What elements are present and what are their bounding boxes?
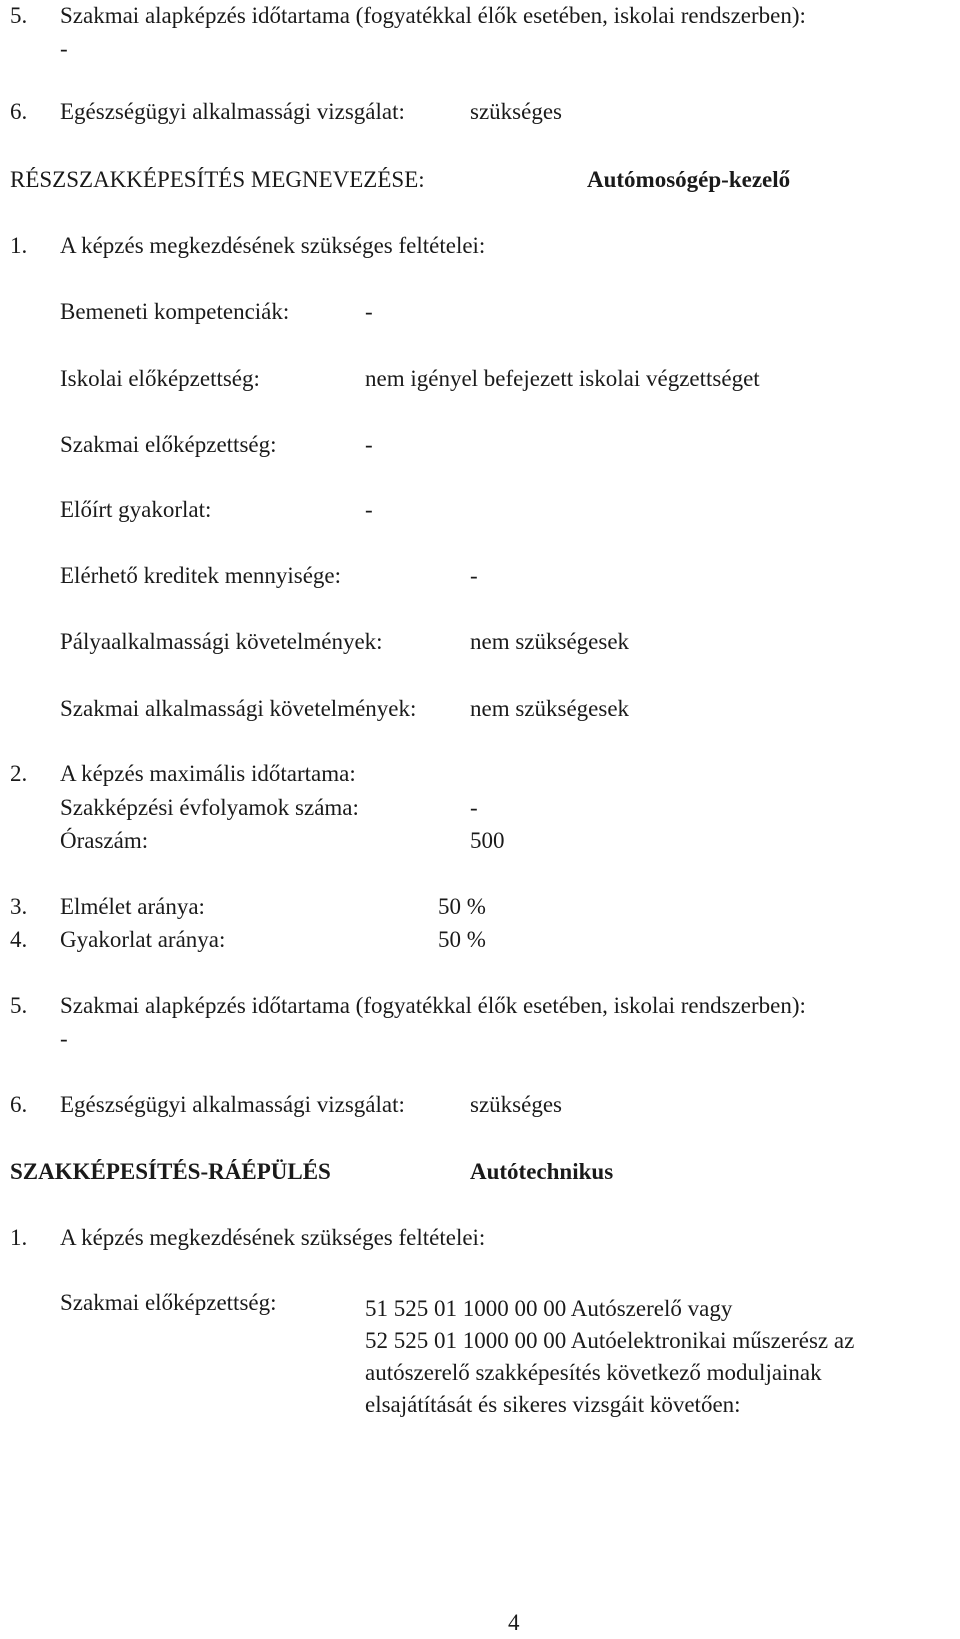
prerequisite-line: 52 525 01 1000 00 00 Autóelektronikai műszerész az [365, 1328, 855, 1353]
field-label: Óraszám: [60, 828, 149, 853]
field-label: Iskolai előképzettség: [60, 366, 260, 391]
item-value: szükséges [470, 99, 562, 124]
item-text: Szakmai alapképzés időtartama (fogyatékkal élők esetében, iskolai rendszerben): [60, 3, 806, 28]
prerequisite-line: 51 525 01 1000 00 00 Autószerelő vagy [365, 1296, 733, 1321]
field-label: Pályaalkalmassági követelmények: [60, 629, 383, 654]
field-value: nem szükségesek [470, 629, 630, 654]
list-number: 5. [10, 993, 28, 1018]
item-value: - [60, 36, 68, 61]
field-value: 50 % [438, 894, 486, 919]
field-label: Bemeneti kompetenciák: [60, 299, 290, 324]
field-label: Elérhető kreditek mennyisége: [60, 563, 342, 588]
field-value: - [470, 795, 478, 820]
section-heading: RÉSZSZAKKÉPESÍTÉS MEGNEVEZÉSE: [10, 167, 425, 192]
qualification-name: Autómosógép-kezelő [587, 167, 791, 192]
item-label: Egészségügyi alkalmassági vizsgálat: [60, 1092, 405, 1117]
field-label: Szakmai előképzettség: [60, 1290, 277, 1315]
prerequisite-line: autószerelő szakképesítés következő moduljainak [365, 1360, 822, 1385]
field-value: nem igényel befejezett iskolai végzettséget [365, 366, 760, 391]
list-number: 2. [10, 761, 28, 786]
field-label: Szakmai alkalmassági követelmények: [60, 696, 417, 721]
item-text: A képzés maximális időtartama: [60, 761, 356, 786]
field-label: Gyakorlat aránya: [60, 927, 226, 952]
item-text: Szakmai alapképzés időtartama (fogyatékkal élők esetében, iskolai rendszerben): [60, 993, 806, 1018]
section-heading: SZAKKÉPESÍTÉS-RÁÉPÜLÉS [10, 1159, 331, 1184]
field-value: - [365, 299, 373, 324]
field-value: 50 % [438, 927, 486, 952]
prerequisite-line: elsajátítását és sikeres vizsgáit követően: [365, 1392, 741, 1417]
field-value: - [365, 497, 373, 522]
list-number: 6. [10, 1092, 28, 1117]
page-number: 4 [508, 1610, 520, 1635]
qualification-name: Autótechnikus [470, 1159, 614, 1184]
item-value: szükséges [470, 1092, 562, 1117]
item-text: A képzés megkezdésének szükséges feltételei: [60, 233, 486, 258]
field-value: - [365, 432, 373, 457]
list-number: 6. [10, 99, 28, 124]
list-number: 5. [10, 3, 28, 28]
field-label: Szakmai előképzettség: [60, 432, 277, 457]
list-number: 4. [10, 927, 28, 952]
field-value: 500 [470, 828, 505, 853]
field-value: - [470, 563, 478, 588]
field-value: nem szükségesek [470, 696, 630, 721]
item-value: - [60, 1026, 68, 1051]
list-number: 3. [10, 894, 28, 919]
field-label: Szakképzési évfolyamok száma: [60, 795, 359, 820]
item-label: Egészségügyi alkalmassági vizsgálat: [60, 99, 405, 124]
field-label: Elmélet aránya: [60, 894, 205, 919]
field-label: Előírt gyakorlat: [60, 497, 212, 522]
item-text: A képzés megkezdésének szükséges feltételei: [60, 1225, 486, 1250]
list-number: 1. [10, 233, 28, 258]
list-number: 1. [10, 1225, 28, 1250]
